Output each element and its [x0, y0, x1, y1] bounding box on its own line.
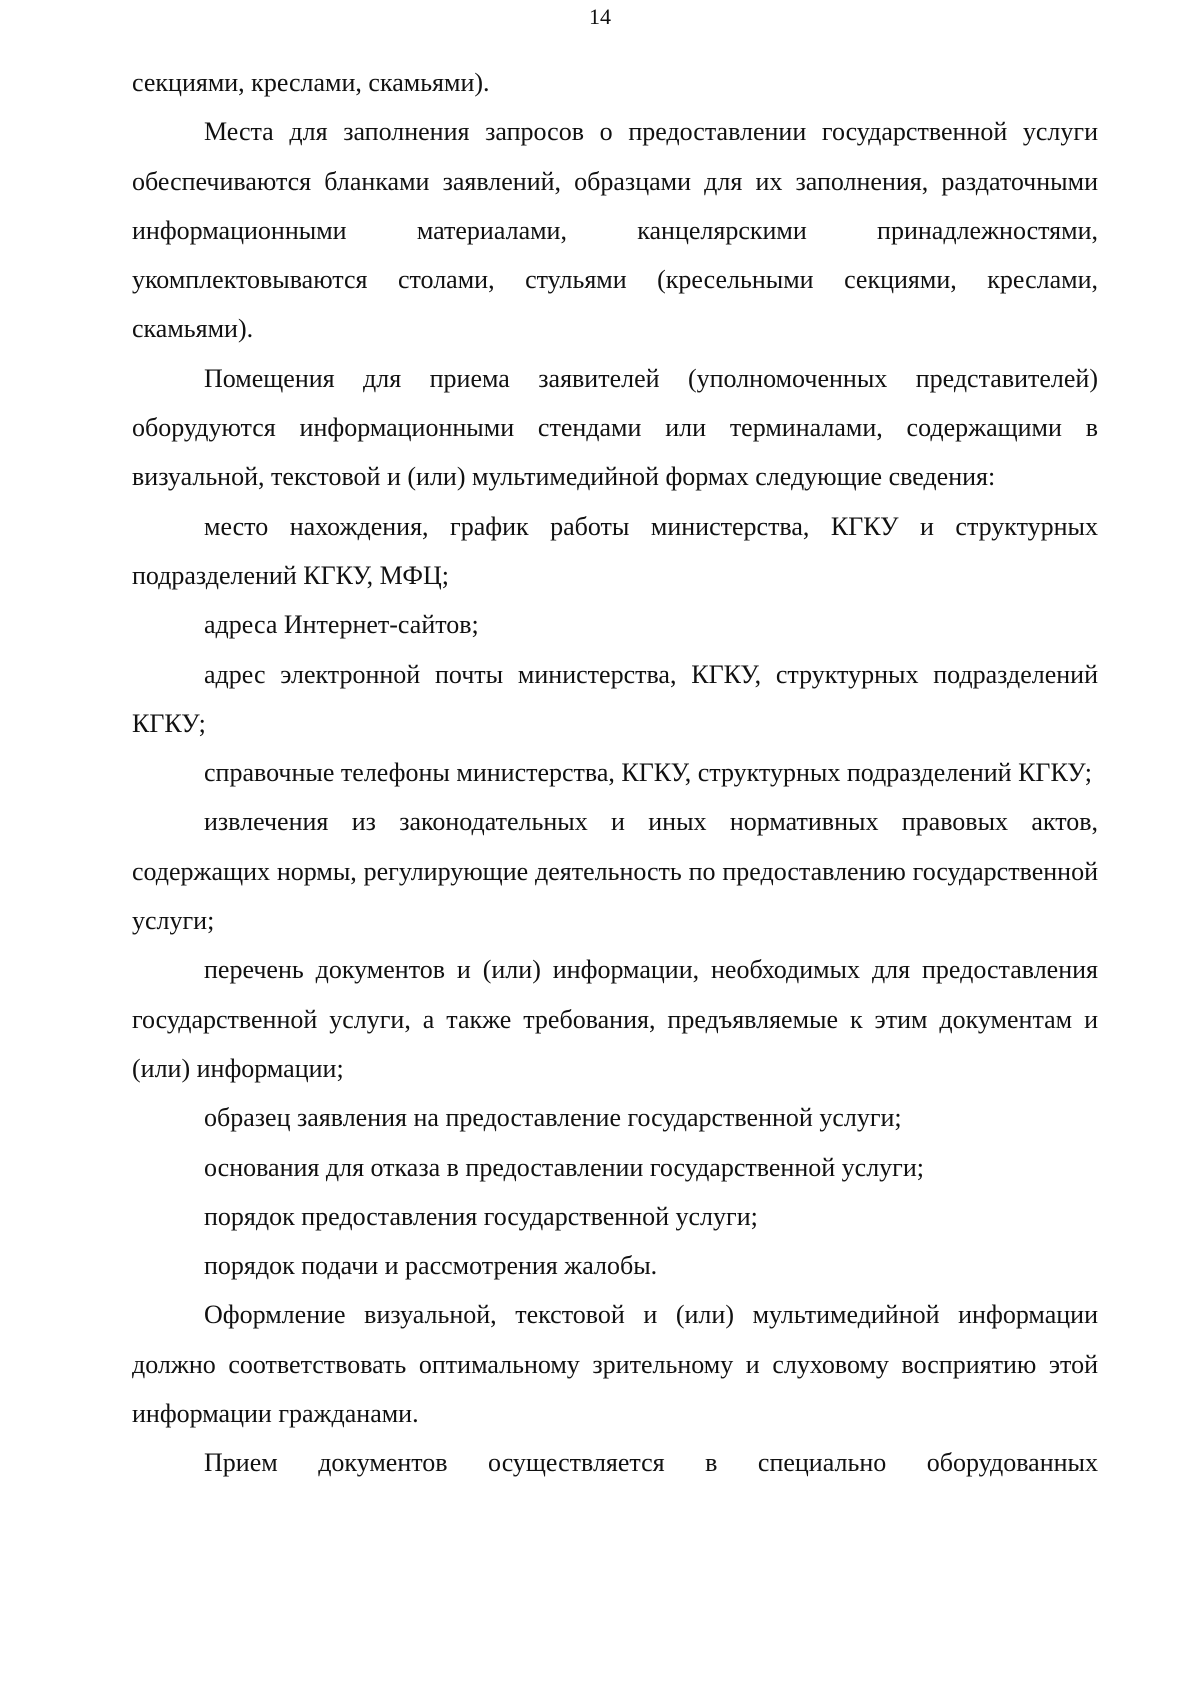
list-item-refusal-grounds: основания для отказа в предоставлении государственной услуги;	[204, 1152, 924, 1182]
document-body	[132, 58, 1098, 1488]
paragraph-continuation: секциями, креслами, скамьями).	[132, 68, 490, 97]
list-item-complaint-procedure: порядок подачи и рассмотрения жалобы.	[204, 1251, 658, 1281]
list-item-service-procedure: порядок предоставления государственной услуги;	[204, 1201, 758, 1231]
paragraph-reception-rooms: Помещения для приема заявителей (уполномоченных представителей) оборудуются информационными стендами или терминалами, содержащими в визуальной, текстовой и (или) мультимедийной формах следующие сведения:	[132, 363, 1098, 492]
list-item-application-sample: образец заявления на предоставление государственной услуги;	[204, 1103, 902, 1133]
list-item-location-schedule: место нахождения, график работы министерства, КГКУ и структурных подразделений КГКУ, МФЦ;	[132, 511, 1098, 590]
list-item-law-extracts: извлечения из законодательных и иных нормативных правовых актов, содержащих нормы, регулирующие деятельность по предоставлению государственной услуги;	[132, 807, 1098, 936]
paragraph-document-reception: Прием документов осуществляется в специально оборудованных	[204, 1448, 1098, 1478]
paragraph-filling-places: Места для заполнения запросов о предоставлении государственной услуги обеспечиваются бланками заявлений, образцами для их заполнения, раздаточными информационными материалами, канцелярскими принадлежностями, укомплектовываются столами, стульями (кресельными секциями, креслами, скамьями).	[132, 117, 1098, 344]
list-item-websites: адреса Интернет-сайтов;	[204, 610, 479, 640]
list-item-email: адрес электронной почты министерства, КГКУ, структурных подразделений КГКУ;	[132, 659, 1098, 738]
page-number: 14	[589, 4, 611, 29]
list-item-phones: справочные телефоны министерства, КГКУ, структурных подразделений КГКУ;	[204, 758, 1092, 788]
paragraph-information-design: Оформление визуальной, текстовой и (или) мультимедийной информации должно соответствовать оптимальному зрительному и слуховому восприятию этой информации гражданами.	[132, 1300, 1098, 1429]
list-item-documents: перечень документов и (или) информации, необходимых для предоставления государственной услуги, а также требования, предъявляемые к этим документам и (или) информации;	[132, 955, 1098, 1083]
